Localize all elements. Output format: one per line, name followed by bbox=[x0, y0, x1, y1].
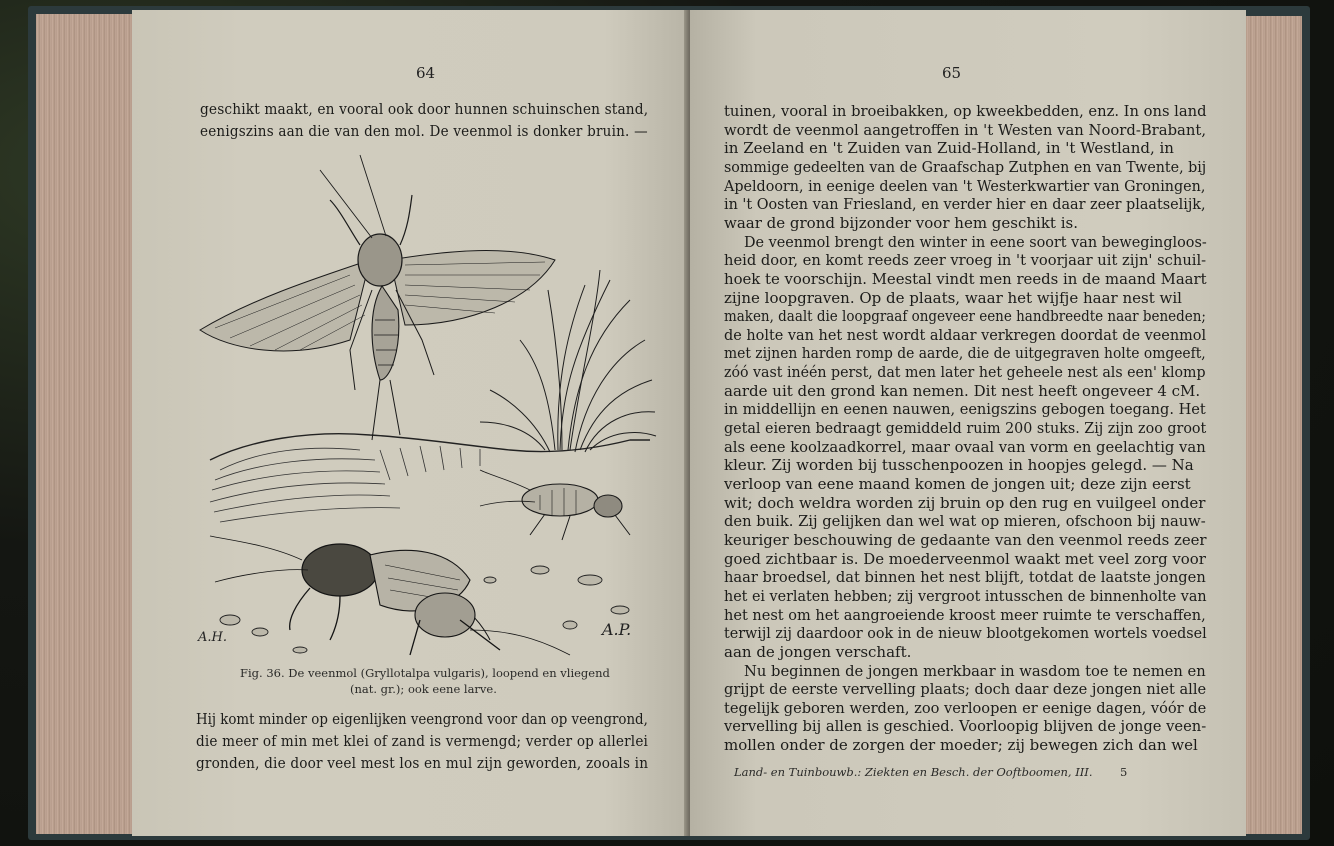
text-line: wit; doch weldra worden zij bruin op den rug en vuilgeel onder bbox=[724, 493, 1206, 512]
text-line: De veenmol brengt den winter in eene soort van bewegingloos- bbox=[744, 232, 1207, 251]
text-line: Hij komt minder op eigenlijken veengrond voor dan op veengrond, bbox=[196, 710, 648, 728]
text-line: haar broedsel, dat binnen het nest blijft, totdat de laatste jongen bbox=[724, 568, 1206, 587]
text-line: goed zichtbaar is. De moederveenmol waakt met veel zorg voor bbox=[724, 549, 1206, 568]
page-edges-right bbox=[1244, 16, 1302, 834]
text-line: wordt de veenmol aangetroffen in 't Westen van Noord-Brabant, bbox=[724, 120, 1207, 139]
text-line: het nest om het aangroeiende kroost meer ruimte te verschaffen, bbox=[724, 605, 1206, 624]
mole-cricket-illustration bbox=[190, 150, 660, 670]
text-line: met zijnen harden romp de aarde, die de uitgegraven holte omgeeft, bbox=[724, 344, 1206, 363]
text-line: die meer of min met klei of zand is vermengd; verder op allerlei bbox=[196, 732, 649, 750]
text-line: aarde uit den grond kan nemen. Dit nest heeft ongeveer 4 cM. bbox=[724, 381, 1201, 400]
left-page bbox=[132, 10, 688, 836]
text-line: mollen onder de zorgen der moeder; zij bewegen zich dan wel bbox=[724, 736, 1198, 755]
figure-caption: Fig. 36. De veenmol (Gryllotalpa vulgaris), loopend en vliegend bbox=[240, 666, 610, 680]
text-line: gronden, die door veel mest los en mul zijn geworden, zooals in bbox=[196, 754, 649, 772]
text-line: grijpt de eerste vervelling plaats; doch daar deze jongen niet alle bbox=[724, 680, 1207, 699]
text-line: Nu beginnen de jongen merkbaar in wasdom toe te nemen en bbox=[744, 661, 1206, 680]
right-page bbox=[690, 10, 1246, 836]
text-line: waar de grond bijzonder voor hem geschikt is. bbox=[724, 213, 1078, 232]
text-line: als eene koolzaadkorrel, maar ovaal van vorm en geelachtig van bbox=[724, 437, 1206, 456]
text-line: kleur. Zij worden bij tusschenpoozen in hoopjes gelegd. — Na bbox=[724, 456, 1194, 475]
text-line: hoek te voorschijn. Meestal vindt men reeds in de maand Maart bbox=[724, 269, 1207, 288]
text-line: terwijl zij daardoor ook in de nieuw blootgekomen wortels voedsel bbox=[724, 624, 1207, 643]
text-line: tuinen, vooral in broeibakken, op kweekbedden, enz. In ons land bbox=[724, 102, 1207, 120]
text-line: de holte van het nest wordt aldaar verkregen doordat de veenmol bbox=[724, 325, 1207, 344]
text-line: den buik. Zij gelijken dan wel wat op mieren, ofschoon bij nauw- bbox=[724, 512, 1206, 531]
text-line: in 't Oosten van Friesland, en verder hier en daar zeer plaatselijk, bbox=[724, 195, 1206, 214]
text-line: vervelling bij allen is geschied. Voorloopig blijven de jonge veen- bbox=[724, 717, 1207, 736]
page-edges-left bbox=[36, 14, 132, 834]
text-line: sommige gedeelten van de Graafschap Zutphen en van Twente, bij bbox=[724, 157, 1207, 176]
text-line: in Zeeland en 't Zuiden van Zuid-Holland, in 't Westland, in bbox=[724, 139, 1174, 158]
text-line: zijne loopgraven. Op de plaats, waar het wijfje haar nest wil bbox=[724, 288, 1182, 307]
text-line: keuriger beschouwing de gedaante van den veenmol reeds zeer bbox=[724, 530, 1207, 549]
text-line: getal eieren bedraagt gemiddeld ruim 200 stuks. Zij zijn zoo groot bbox=[724, 419, 1207, 438]
page-number: 65 bbox=[942, 64, 962, 82]
footer-signature: Land- en Tuinbouwb.: Ziekten en Besch. der Ooftboomen, III. bbox=[734, 765, 1093, 779]
page-number: 64 bbox=[416, 64, 436, 82]
text-line: in middellijn en eenen nauwen, eenigszins gebogen toegang. Het bbox=[724, 400, 1206, 419]
text-line: tegelijk geboren werden, zoo verloopen er eenige dagen, vóór de bbox=[724, 698, 1207, 717]
illustrator-signature-left: A.H. bbox=[198, 630, 227, 645]
text-line: eenigszins aan die van den mol. De veenmol is donker bruin. — bbox=[200, 122, 648, 140]
text-line: heid door, en komt reeds zeer vroeg in 't voorjaar uit zijn' schuil- bbox=[724, 251, 1207, 270]
text-line: verloop van eene maand komen de jongen uit; deze zijn eerst bbox=[724, 475, 1191, 493]
text-line: aan de jongen verschaft. bbox=[724, 642, 912, 661]
text-line: het ei verlaten hebben; zij vergroot intusschen de binnenholte van bbox=[724, 586, 1207, 605]
text-line: Apeldoorn, in eenige deelen van 't Westerkwartier van Groningen, bbox=[724, 176, 1206, 195]
text-line: maken, daalt die loopgraaf ongeveer eene handbreedte naar beneden; bbox=[724, 307, 1206, 326]
figure-caption: (nat. gr.); ook eene larve. bbox=[350, 682, 497, 696]
footer-sheet-number: 5 bbox=[1120, 765, 1128, 779]
illustrator-signature-right: A.P. bbox=[602, 620, 632, 639]
text-line: zóó vast inéén perst, dat men later het geheele nest als een' klomp bbox=[724, 363, 1206, 382]
text-line: geschikt maakt, en vooral ook door hunnen schuinschen stand, bbox=[200, 100, 649, 118]
